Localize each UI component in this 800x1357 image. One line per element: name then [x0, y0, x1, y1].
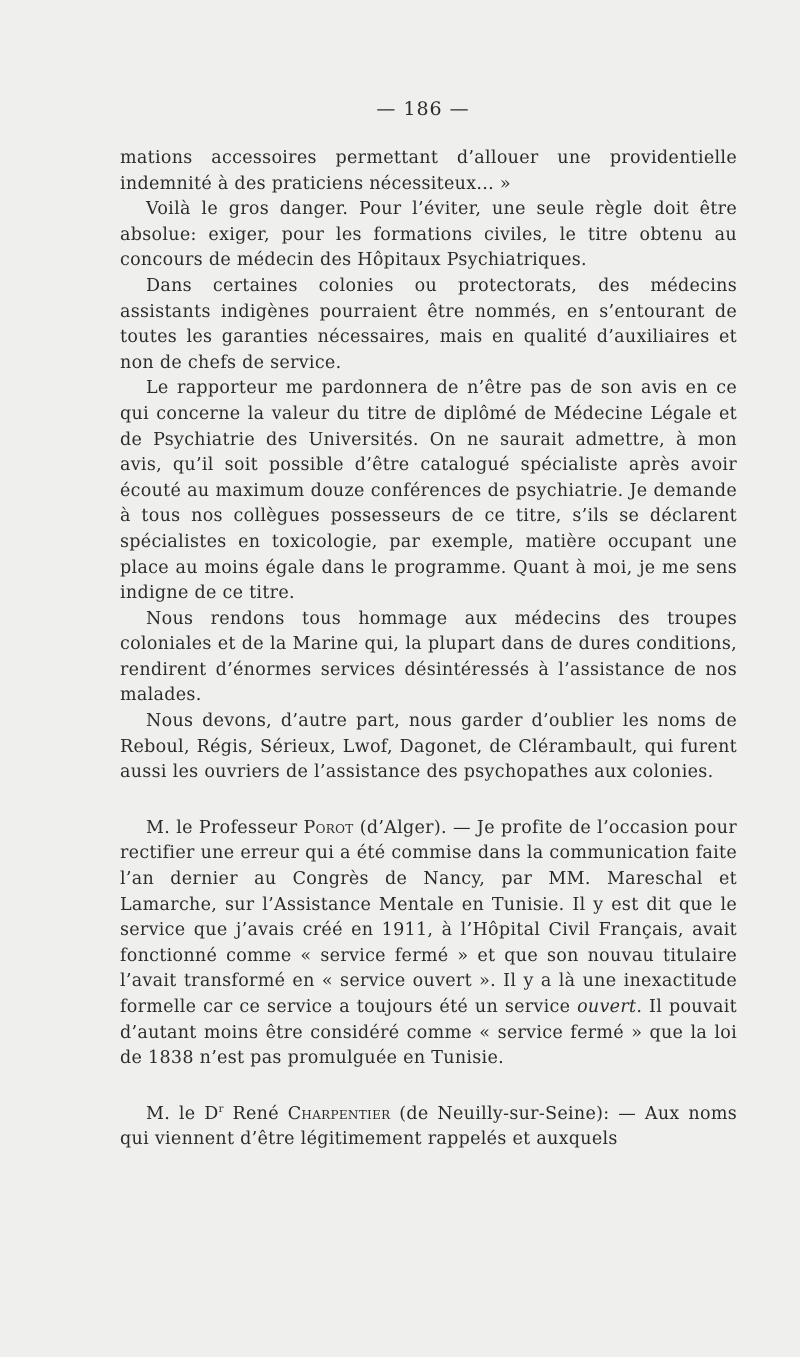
paragraph-colonies: Dans certaines colonies ou protectorats, des médecins assistants indigènes pourraient être nommés, en s’entourant de toutes les garanties nécessaires, mais en qualité d’auxiliaires et non de chefs de service.	[120, 275, 737, 373]
paragraph-danger: Voilà le gros danger. Pour l’éviter, une seule règle doit être absolue: exiger, pour les formations civiles, le titre obtenu au concours de médecin des Hôpitaux Psychiatriques.	[120, 199, 737, 271]
speaker-name: Charpentier	[287, 1103, 391, 1124]
emphasis: ouvert	[577, 997, 637, 1017]
paragraph-noms: Nous devons, d’autre part, nous garder d’oublier les noms de Reboul, Régis, Sérieux, Lwof, Dagonet, de Clérambault, qui furent aussi les ouvriers de l’assistance des psychopathes aux colonies.	[120, 711, 737, 783]
paragraph-porot: M. le Professeur Porot (d’Alger). — Je profite de l’occasion pour rectifier une erreur qui a été commise dans la communication faite l’an dernier au Congrès de Nancy, par MM. Mareschal et Lamarche, sur l’Assistance Mentale en Tunisie. Il y est dit que le service que j’avais créé en 1911, à l’Hôpital Civil Français, avait fonctionné comme « service fermé » et que son nouvau titulaire l’avait transformé en « service ouvert ». Il y a là une inexactitude formelle car ce service a toujours été un service ouvert. Il pouvait d’autant moins être considéré comme « service fermé » que la loi de 1838 n’est pas promulguée en Tunisie.	[120, 817, 738, 1069]
body-text	[120, 146, 737, 1153]
paragraph-charpentier: M. le $D^r$ René Charpentier (de Neuilly-sur-Seine): — Aux noms qui viennent d’être légitimement rappelés et auxquels	[120, 1103, 737, 1150]
paragraph-rapporteur: Le rapporteur me pardonnera de n’être pas de son avis en ce qui concerne la valeur du titre de diplômé de Médecine Légale et de Psychiatrie des Universités. On ne saurait admettre, à mon avis, qu’il soit possible d’être catalogué spécialiste après avoir écouté au maximum douze conférences de psychiatrie. Je demande à tous nos collègues possesseurs de ce titre, s’ils se déclarent spécialistes en toxicologie, par exemple, matière occupant une place au moins égale dans le programme. Quant à moi, je me sens indigne de ce titre.	[120, 378, 737, 604]
paragraph-continuation: mations accessoires permettant d’allouer une providentielle indemnité à des praticiens nécessiteux... »	[120, 148, 737, 194]
page-number: — 186 —	[376, 98, 470, 120]
paragraph-hommage: Nous rendons tous hommage aux médecins des troupes coloniales et de la Marine qui, la plupart dans de dures conditions, rendirent d’énormes services désintéressés à l’assistance de nos malades.	[120, 608, 737, 706]
speaker-name: Porot	[303, 817, 354, 838]
